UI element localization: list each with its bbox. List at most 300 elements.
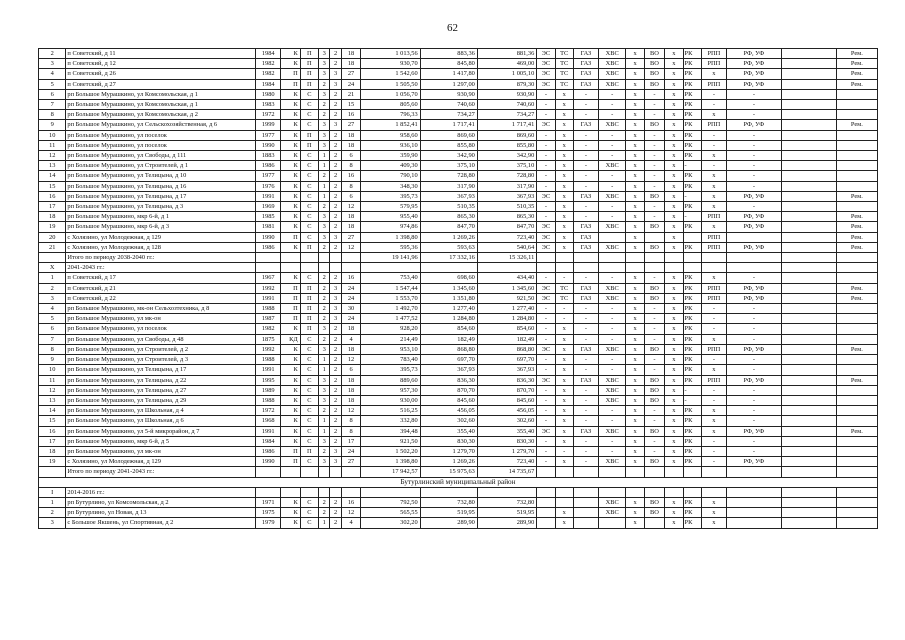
table-cell: х: [626, 446, 644, 456]
table-cell: -: [644, 100, 665, 110]
table-cell: -: [573, 181, 598, 191]
table-cell: 790,10: [361, 171, 420, 181]
table-cell: РК: [683, 130, 701, 140]
table-cell: РК: [683, 416, 701, 426]
table-cell: [726, 487, 781, 497]
table-cell: 3: [330, 457, 341, 467]
table-cell: [781, 120, 836, 130]
table-cell: РПП: [701, 59, 726, 69]
table-cell: 18: [39, 446, 66, 456]
table-cell: 9: [39, 355, 66, 365]
table-cell: [683, 253, 701, 263]
table-cell: [537, 497, 555, 507]
table-cell: 19: [39, 457, 66, 467]
table-cell: -: [726, 161, 781, 171]
table-cell: 348,30: [361, 181, 420, 191]
table-cell: -: [573, 151, 598, 161]
table-cell: 734,27: [420, 110, 477, 120]
table-cell: 7: [39, 100, 66, 110]
table-cell: 883,36: [420, 49, 477, 59]
table-cell: [665, 467, 683, 477]
table-cell: 1 417,80: [420, 69, 477, 79]
table-cell: п Советский, д 11: [66, 49, 256, 59]
table-cell: 1 351,80: [420, 293, 477, 303]
table-cell: рп Большое Мурашкино, ул поселок: [66, 324, 256, 334]
table-cell: х: [665, 334, 683, 344]
table-cell: 14: [39, 171, 66, 181]
table-cell: -: [726, 436, 781, 446]
table-cell: [836, 151, 877, 161]
table-cell: [726, 518, 781, 528]
table-cell: -: [701, 446, 726, 456]
table-cell: -: [644, 406, 665, 416]
table-cell: х: [665, 283, 683, 293]
table-cell: 2: [330, 161, 341, 171]
table-cell: ВО: [644, 344, 665, 354]
table-cell: С: [300, 436, 318, 446]
table-cell: 1982: [256, 324, 281, 334]
table-cell: 3: [319, 436, 330, 446]
table-cell: 1972: [256, 406, 281, 416]
table-cell: х: [701, 416, 726, 426]
table-cell: х: [555, 89, 573, 99]
table-cell: [726, 467, 781, 477]
table-cell: [781, 283, 836, 293]
table-cell: [781, 457, 836, 467]
table-cell: П: [300, 140, 318, 150]
table-row: [39, 89, 878, 99]
table-cell: 2: [319, 314, 330, 324]
table-cell: 2: [319, 79, 330, 89]
table-cell: [598, 253, 625, 263]
table-cell: 2: [330, 497, 341, 507]
table-cell: 792,50: [361, 497, 420, 507]
table-cell: К: [281, 416, 300, 426]
table-cell: -: [644, 304, 665, 314]
table-cell: [781, 89, 836, 99]
table-cell: 2: [319, 497, 330, 507]
table-cell: х: [555, 242, 573, 252]
table-cell: 1991: [256, 191, 281, 201]
table-cell: [598, 263, 625, 273]
table-cell: [477, 263, 536, 273]
table-cell: -: [537, 202, 555, 212]
table-cell: х: [555, 181, 573, 191]
table-cell: 728,80: [477, 171, 536, 181]
table-cell: К: [281, 151, 300, 161]
table-cell: 847,70: [477, 222, 536, 232]
table-cell: РФ, УФ: [726, 120, 781, 130]
table-cell: 394,48: [361, 426, 420, 436]
table-cell: 16: [341, 497, 360, 507]
table-cell: I: [39, 487, 66, 497]
table-cell: [319, 253, 330, 263]
table-cell: ГАЗ: [573, 79, 598, 89]
table-cell: С: [300, 375, 318, 385]
table-cell: -: [683, 385, 701, 395]
table-cell: [644, 467, 665, 477]
table-cell: 367,93: [420, 365, 477, 375]
table-cell: х: [626, 140, 644, 150]
table-cell: РК: [683, 140, 701, 150]
table-cell: [726, 263, 781, 273]
table-cell: -: [726, 355, 781, 365]
table-cell: П: [281, 457, 300, 467]
table-cell: рп Большое Мурашкино, ул Телицына, д 16: [66, 181, 256, 191]
table-cell: П: [300, 242, 318, 252]
table-cell: 3: [330, 314, 341, 324]
table-cell: 1992: [256, 344, 281, 354]
table-cell: 855,80: [477, 140, 536, 150]
table-cell: 18: [341, 140, 360, 150]
table-cell: 8: [341, 426, 360, 436]
table-cell: 3: [330, 293, 341, 303]
table-cell: [330, 263, 341, 273]
table-cell: 17: [341, 436, 360, 446]
table-cell: -: [555, 304, 573, 314]
table-cell: 2: [319, 100, 330, 110]
table-cell: С: [300, 181, 318, 191]
table-cell: 10: [39, 365, 66, 375]
table-cell: [836, 395, 877, 405]
table-cell: [361, 263, 420, 273]
table-cell: х: [626, 171, 644, 181]
table-cell: [644, 263, 665, 273]
table-cell: 579,95: [361, 202, 420, 212]
table-cell: 1982: [256, 69, 281, 79]
table-cell: [555, 497, 573, 507]
table-cell: п Советский, д 12: [66, 59, 256, 69]
table-cell: 3: [319, 59, 330, 69]
table-cell: 1883: [256, 151, 281, 161]
table-cell: ХВС: [598, 457, 625, 467]
table-cell: [626, 263, 644, 273]
table-cell: х: [665, 457, 683, 467]
table-cell: 18: [341, 59, 360, 69]
table-cell: [573, 467, 598, 477]
table-cell: [256, 467, 281, 477]
region-title: Бутурлинский муниципальный район: [39, 477, 878, 487]
table-row: [39, 446, 878, 456]
table-cell: 953,10: [361, 344, 420, 354]
table-cell: ГАЗ: [573, 59, 598, 69]
table-cell: 367,93: [477, 191, 536, 201]
table-cell: ГАЗ: [573, 344, 598, 354]
table-cell: х: [665, 304, 683, 314]
table-cell: -: [701, 89, 726, 99]
table-cell: 1 505,50: [361, 79, 420, 89]
table-cell: 5: [39, 79, 66, 89]
table-cell: 830,30: [420, 436, 477, 446]
table-cell: 928,20: [361, 324, 420, 334]
table-cell: С: [300, 355, 318, 365]
table-cell: -: [573, 304, 598, 314]
table-cell: [836, 406, 877, 416]
table-cell: 870,70: [420, 385, 477, 395]
table-cell: х: [555, 344, 573, 354]
table-cell: 836,30: [477, 375, 536, 385]
table-cell: К: [281, 426, 300, 436]
table-cell: х: [626, 242, 644, 252]
table-cell: ГАЗ: [573, 293, 598, 303]
table-cell: 957,30: [361, 385, 420, 395]
table-cell: [330, 253, 341, 263]
table-cell: -: [537, 161, 555, 171]
table-cell: 1995: [256, 375, 281, 385]
table-cell: -: [573, 273, 598, 283]
table-cell: 1 398,80: [361, 232, 420, 242]
table-cell: П: [300, 59, 318, 69]
table-cell: х: [626, 222, 644, 232]
table-cell: [573, 497, 598, 507]
table-row: [39, 395, 878, 405]
table-cell: ВО: [644, 508, 665, 518]
table-cell: [781, 304, 836, 314]
table-cell: 593,63: [420, 242, 477, 252]
table-cell: 865,30: [420, 212, 477, 222]
table-cell: рп Большое Мурашкино, ул Свободы, д 111: [66, 151, 256, 161]
table-cell: 2: [330, 273, 341, 283]
table-cell: -: [573, 161, 598, 171]
table-cell: 18: [341, 395, 360, 405]
table-cell: [836, 161, 877, 171]
table-cell: [683, 487, 701, 497]
table-cell: 1 398,80: [361, 457, 420, 467]
table-cell: С: [300, 191, 318, 201]
table-cell: х: [626, 89, 644, 99]
table-cell: -: [537, 334, 555, 344]
table-cell: -: [644, 273, 665, 283]
table-cell: 27: [341, 120, 360, 130]
table-cell: РК: [683, 110, 701, 120]
table-cell: П: [281, 69, 300, 79]
table-cell: 510,35: [477, 202, 536, 212]
table-cell: Рем.: [836, 222, 877, 232]
table-cell: 1992: [256, 283, 281, 293]
table-row: [39, 202, 878, 212]
table-cell: -: [555, 314, 573, 324]
table-row: [39, 140, 878, 150]
table-cell: С: [300, 273, 318, 283]
table-cell: х: [665, 375, 683, 385]
table-cell: 1: [319, 151, 330, 161]
table-cell: С: [300, 161, 318, 171]
table-cell: 958,60: [361, 130, 420, 140]
table-cell: [701, 253, 726, 263]
table-cell: -: [573, 446, 598, 456]
table-cell: РК: [683, 222, 701, 232]
table-cell: -: [726, 151, 781, 161]
table-cell: 4: [39, 69, 66, 79]
table-cell: К: [281, 49, 300, 59]
table-cell: 14 735,67: [477, 467, 536, 477]
table-cell: РК: [683, 100, 701, 110]
table-cell: П: [300, 446, 318, 456]
table-cell: РФ, УФ: [726, 59, 781, 69]
table-cell: рп Большое Мурашкино, мкр 6-й, д 3: [66, 222, 256, 232]
table-cell: С: [300, 406, 318, 416]
table-cell: х: [626, 518, 644, 528]
table-cell: -: [598, 365, 625, 375]
table-cell: 930,70: [361, 59, 420, 69]
table-cell: п Советский, д 21: [66, 283, 256, 293]
table-cell: [341, 253, 360, 263]
table-cell: 868,80: [420, 344, 477, 354]
table-cell: 1 284,80: [477, 314, 536, 324]
table-cell: 1984: [256, 436, 281, 446]
table-cell: 1 013,56: [361, 49, 420, 59]
table-cell: -: [726, 446, 781, 456]
table-cell: 2: [330, 365, 341, 375]
table-cell: 3: [39, 293, 66, 303]
table-cell: -: [683, 191, 701, 201]
table-cell: ВО: [644, 385, 665, 395]
table-cell: 2: [330, 202, 341, 212]
table-cell: [836, 385, 877, 395]
table-cell: с Холязино, ул Молодежная, д 128: [66, 242, 256, 252]
table-cell: -: [701, 457, 726, 467]
table-cell: -: [644, 212, 665, 222]
table-cell: -: [598, 140, 625, 150]
table-cell: 879,30: [477, 79, 536, 89]
table-cell: -: [537, 140, 555, 150]
table-cell: 375,10: [477, 161, 536, 171]
table-cell: 2: [330, 49, 341, 59]
table-cell: РК: [683, 314, 701, 324]
table-cell: К: [281, 436, 300, 446]
table-cell: 332,80: [361, 416, 420, 426]
table-cell: Итого по периоду 2038-2040 гг.:: [66, 253, 256, 263]
table-cell: х: [626, 293, 644, 303]
table-cell: ВО: [644, 222, 665, 232]
table-cell: [256, 253, 281, 263]
table-cell: 723,40: [477, 457, 536, 467]
table-cell: х: [626, 110, 644, 120]
table-cell: 2: [330, 406, 341, 416]
table-cell: х: [665, 79, 683, 89]
table-cell: 740,60: [420, 100, 477, 110]
table-cell: К: [281, 385, 300, 395]
table-cell: 1 852,41: [361, 120, 420, 130]
table-cell: -: [573, 395, 598, 405]
table-cell: -: [701, 385, 726, 395]
table-cell: 1 542,60: [361, 69, 420, 79]
table-cell: ЭС: [537, 79, 555, 89]
table-cell: 740,60: [477, 100, 536, 110]
table-cell: [781, 69, 836, 79]
table-cell: [781, 242, 836, 252]
table-cell: 17 332,16: [420, 253, 477, 263]
table-row: [39, 253, 878, 263]
table-cell: х: [555, 110, 573, 120]
table-cell: -: [537, 436, 555, 446]
table-cell: х: [626, 232, 644, 242]
table-cell: [644, 487, 665, 497]
table-cell: -: [726, 416, 781, 426]
table-cell: К: [281, 497, 300, 507]
table-cell: 1972: [256, 110, 281, 120]
table-cell: -: [726, 110, 781, 120]
table-cell: 24: [341, 446, 360, 456]
table-cell: -: [726, 385, 781, 395]
table-cell: С: [300, 202, 318, 212]
table-cell: 375,10: [420, 161, 477, 171]
table-cell: рп Большое Мурашкино, ул 5-й микрорайон, д 7: [66, 426, 256, 436]
table-cell: Рем.: [836, 426, 877, 436]
table-cell: 214,49: [361, 334, 420, 344]
table-cell: 289,90: [420, 518, 477, 528]
table-cell: РК: [683, 283, 701, 293]
table-cell: -: [598, 334, 625, 344]
table-cell: -: [573, 89, 598, 99]
table-row: [39, 406, 878, 416]
table-cell: Рем.: [836, 79, 877, 89]
table-cell: х: [626, 508, 644, 518]
table-cell: -: [537, 130, 555, 140]
table-cell: 11: [39, 140, 66, 150]
table-cell: РПП: [701, 232, 726, 242]
table-cell: 14: [39, 406, 66, 416]
table-cell: 18: [341, 130, 360, 140]
table-cell: ХВС: [598, 79, 625, 89]
table-cell: 3: [330, 304, 341, 314]
table-cell: 516,25: [361, 406, 420, 416]
table-cell: ВО: [644, 283, 665, 293]
table-cell: РК: [683, 151, 701, 161]
table-cell: [281, 263, 300, 273]
table-cell: х: [555, 355, 573, 365]
table-cell: К: [281, 140, 300, 150]
table-cell: [781, 110, 836, 120]
table-cell: х: [626, 314, 644, 324]
table-cell: х: [665, 59, 683, 69]
table-cell: 13: [39, 161, 66, 171]
table-cell: 2: [330, 140, 341, 150]
table-cell: 1 717,41: [477, 120, 536, 130]
table-cell: 868,80: [477, 344, 536, 354]
table-cell: 2: [330, 355, 341, 365]
table-cell: -: [598, 110, 625, 120]
table-cell: 1: [319, 181, 330, 191]
table-cell: рп Большое Мурашкино, ул Телицына, д 17: [66, 191, 256, 201]
table-cell: -: [537, 100, 555, 110]
table-cell: -: [726, 130, 781, 140]
table-cell: [598, 232, 625, 242]
table-cell: [537, 487, 555, 497]
table-cell: [781, 171, 836, 181]
table-cell: 1986: [256, 242, 281, 252]
table-cell: рп Большое Мурашкино, ул Телицына, д 10: [66, 171, 256, 181]
table-cell: 936,10: [361, 140, 420, 150]
table-cell: П: [300, 49, 318, 59]
table-cell: с Холязино, ул Молодежная, д 129: [66, 457, 256, 467]
table-cell: Рем.: [836, 120, 877, 130]
table-cell: П: [300, 69, 318, 79]
table-cell: п Советский, д 17: [66, 273, 256, 283]
table-cell: -: [644, 151, 665, 161]
table-cell: К: [281, 120, 300, 130]
table-cell: -: [726, 304, 781, 314]
table-cell: РК: [683, 436, 701, 446]
table-cell: [555, 487, 573, 497]
table-cell: ЭС: [537, 222, 555, 232]
table-cell: рп Большое Мурашкино, ул Комсомольская, д 2: [66, 110, 256, 120]
table-cell: РК: [683, 497, 701, 507]
table-cell: рп Большое Мурашкино, ул поселок: [66, 130, 256, 140]
table-cell: [781, 497, 836, 507]
table-cell: 2: [319, 334, 330, 344]
table-cell: х: [555, 334, 573, 344]
